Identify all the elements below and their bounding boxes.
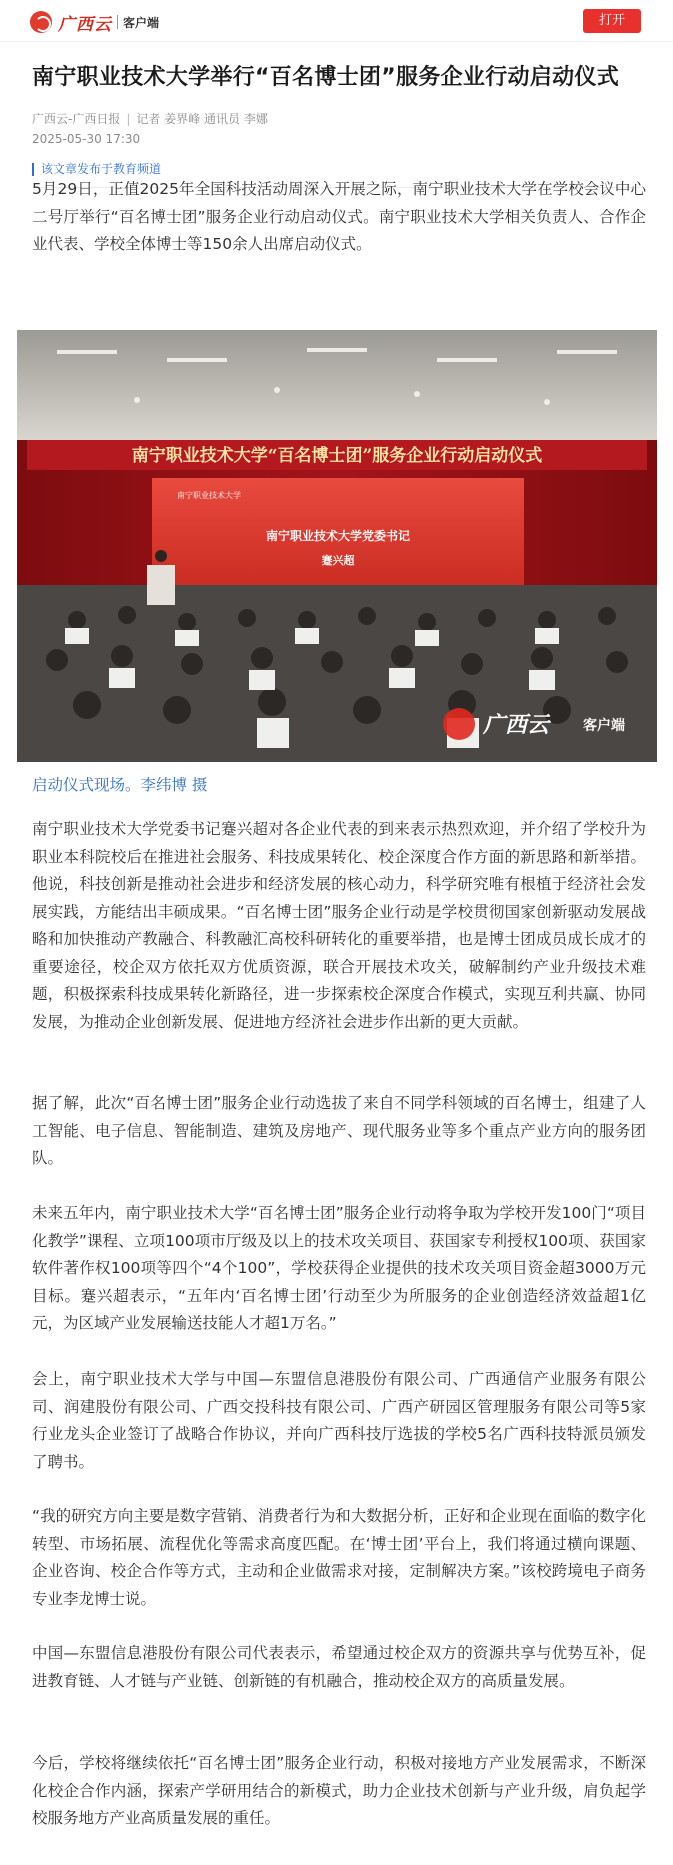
channel-link[interactable]: 该文章发布于教育频道 xyxy=(32,163,161,176)
paragraph-8: 今后，学校将继续依托“百名博士团”服务企业行动，积极对接地方产业发展需求，不断深化校企合作内涵，探索产学研用结合的新模式，助力企业技术创新与产业升级，肩负起学校服务地方产业高质量发展的重任。 xyxy=(32,1754,646,1827)
top-bar xyxy=(0,0,673,42)
logo-subtitle: 客户端 xyxy=(123,15,160,30)
stage-banner-text: 南宁职业技术大学“百名博士团”服务企业行动启动仪式 xyxy=(131,446,543,466)
paragraph-2: 南宁职业技术大学党委书记蹇兴超对各企业代表的到来表示热烈欢迎，并介绍了学校升为职业本科院校后在推进社会服务、科技成果转化、校企深度合作方面的新思路和新举措。他说，科技创新是推动社会进步和经济发展的核心动力，科学研究唯有根植于经济社会发展实践，方能结出丰硕成果。“百名博士团”服务企业行动是学校贯彻国家创新驱动发展战略和加快推动产教融合、科教融汇高校科研转化的重要举措，也是博士团成员成长成才的重要途径，校企双方依托双方优质资源，联合开展技术攻关，破解制约产业升级技术难题，积极探索科技成果转化新路径，进一步探索校企深度合作模式，实现互利共赢、协同发展，为推动企业创新发展、促进地方经济社会进步作出新的更大贡献。 xyxy=(32,820,646,1031)
paragraph-4: 未来五年内，南宁职业技术大学“百名博士团”服务企业行动将争取为学校开发100门“项目化教学”课程、立项100项市厅级及以上的技术攻关项目、获国家专利授权100项、获国家软件著作权100项等四个“4个100”，学校获得企业提供的技术攻关项目资金超3000万元目标。蹇兴超表示，“五年内‘百名博士团’行动至少为所服务的企业创造经济效益超1亿元，为区域产业发展输送技能人才超1万名。” xyxy=(32,1204,646,1332)
paragraph-6: “我的研究方向主要是数字营销、消费者行为和大数据分析，正好和企业现在面临的数字化转型、市场拓展、流程优化等需求高度匹配。在‘博士团’平台上，我们将通过横向课题、企业咨询、校企合作等方式，主动和企业做需求对接，定制解决方案。”该校跨境电子商务专业李龙博士说。 xyxy=(32,1507,646,1608)
logo-divider xyxy=(117,15,118,29)
paragraph-1: 5月29日，正值2025年全国科技活动周深入开展之际，南宁职业技术大学在学校会议中心二号厅举行“百名博士团”服务企业行动启动仪式。南宁职业技术大学相关负责人、合作企业代表、学校全体博士等150余人出席启动仪式。 xyxy=(32,180,646,253)
event-photo-illustration xyxy=(17,330,657,762)
open-app-button[interactable]: 打开 xyxy=(583,9,641,33)
paragraph-7: 中国—东盟信息港股份有限公司代表表示，希望通过校企双方的资源共享与优势互补，促进教育链、人才链与产业链、创新链的有机融合，推动校企双方的高质量发展。 xyxy=(32,1644,646,1690)
article-title: 南宁职业技术大学举行“百名博士团”服务企业行动启动仪式 xyxy=(32,65,620,90)
article-reporters: 记者 姜界峰 通讯员 李娜 xyxy=(136,112,268,126)
event-photo[interactable] xyxy=(17,330,657,762)
screen-speaker-name: 蹇兴超 xyxy=(321,554,355,567)
logo-icon xyxy=(30,11,52,33)
article-source: 广西云-广西日报 xyxy=(32,112,121,126)
watermark-logo-icon xyxy=(443,708,475,740)
paragraph-5: 会上，南宁职业技术大学与中国—东盟信息港股份有限公司、广西通信产业服务有限公司、润建股份有限公司、广西交投科技有限公司、广西产研园区管理服务有限公司等5家行业龙头企业签订了战略合作协议，并向广西科技厅选拔的学校5名广西科技特派员颁发了聘书。 xyxy=(32,1370,646,1471)
screen-speaker-title: 南宁职业技术大学党委书记 xyxy=(265,529,411,543)
article-byline xyxy=(32,110,268,127)
photo-watermark-sub: 客户端 xyxy=(583,718,625,734)
logo-text: 广西云 xyxy=(58,14,112,35)
app-logo[interactable] xyxy=(30,9,159,35)
paragraph-3: 据了解，此次“百名博士团”服务企业行动选拔了来自不同学科领域的百名博士，组建了人工智能、电子信息、智能制造、建筑及房地产、现代服务业等多个重点产业方向的服务团队。 xyxy=(32,1094,646,1167)
screen-school-name: 南宁职业技术大学 xyxy=(177,491,241,500)
photo-watermark: 广西云 xyxy=(483,712,550,738)
publish-date: 2025-05-30 17:30 xyxy=(32,132,141,146)
byline-separator: | xyxy=(126,112,131,126)
photo-caption: 启动仪式现场。李纬博 摄 xyxy=(32,776,208,794)
